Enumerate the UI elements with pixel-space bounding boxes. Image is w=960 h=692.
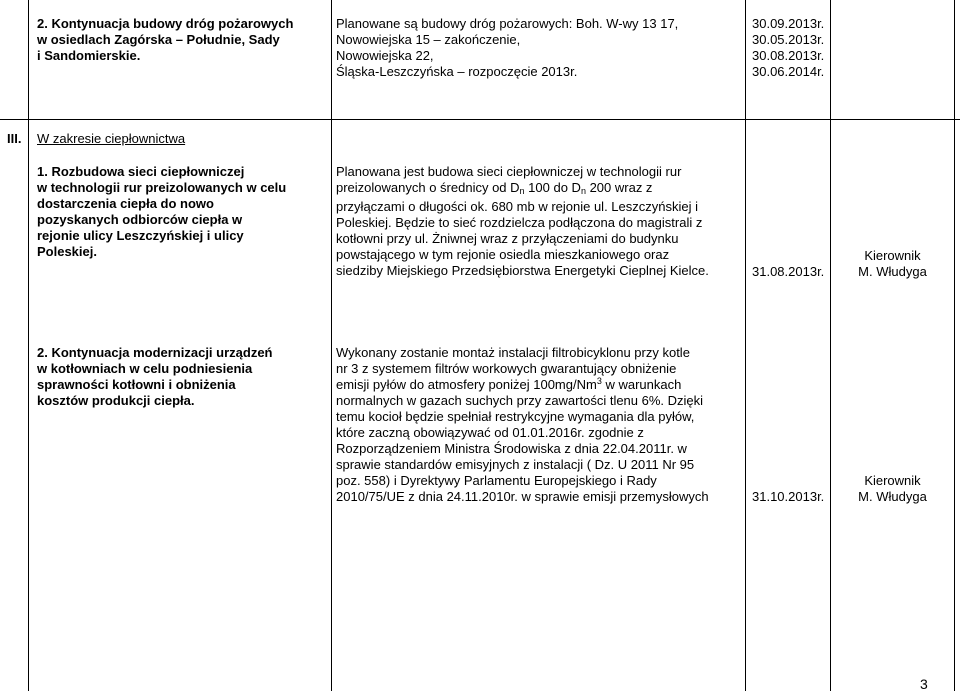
network-task-text: 1. Rozbudowa sieci ciepłowniczej w technologii rur preizolowanych w celu dostarczenia ciepła do nowo pozyskanych odbiorców ciepła w rejonie ulicy Leszczyńskiej i ulicy Poleskiej. xyxy=(37,164,287,259)
column-divider-desc xyxy=(745,0,746,691)
network-desc-rest: przyłączami o długości ok. 680 mb w rejonie ul. Leszczyńskiej i Poleskiej. Będzie to sieć rozdzielcza podłączona do magistrali z kotłowni przy ul. Żniwnej wraz z przyłączeniami do budynku powstającego w tym rejonie osiedla mieszkaniowego oraz siedziby Miejskiego Przedsiębiorstwa Energetyki Cieplnej Kielce. xyxy=(336,199,709,278)
column-divider-date xyxy=(830,0,831,691)
table-border-right xyxy=(954,0,955,691)
boiler-task-text: 2. Kontynuacja modernizacji urządzeń w kotłowniach w celu podniesienia sprawności kotłowni i obniżenia kosztów produkcji ciepła. xyxy=(37,345,273,408)
network-desc-line1: Planowana jest budowa sieci ciepłowniczej w technologii rur xyxy=(336,164,682,179)
network-desc-line2: preizolowanych o średnicy od $D_n$ 100 do $D_n$ 200 wraz z xyxy=(336,180,653,196)
boiler-description: Wykonany zostanie montaż instalacji filtrobicyklonu przy kotle nr 3 z systemem filtrów workowych gwarantujący obniżenie emisji pyłów do atmosfery poniżej 100mg/Nm$^3$ w warunkach normalnych w gazach suchych przy zawartości tlenu 6%. Dzięki temu kocioł będzie spełniał restrykcyjne wymagania dla pyłów, które zaczną obowiązywać od 01.01.2016r. zgodnie z Rozporządzeniem Ministra Środowiska z dnia 22.04.2011r. w sprawie standardów emisyjnych z instalacji ( Dz. U 2011 Nr 95 poz. 558) i Dyrektywy Parlamentu Europejskiego i Rady 2010/75/UE z dnia 24.11.2010r. w sprawie emisji przemysłowych xyxy=(336,345,709,504)
boiler-date: 31.10.2013r. xyxy=(752,489,825,504)
network-responsible: Kierownik M. Włudyga xyxy=(858,248,927,279)
network-date: 31.08.2013r. xyxy=(752,264,825,279)
section-number: III. xyxy=(7,131,22,146)
road-dates-text: 30.09.2013r. 30.05.2013r. 30.08.2013r. 30.06.2014r. xyxy=(752,16,825,79)
network-description xyxy=(336,164,744,279)
boiler-responsible: Kierownik M. Włudyga xyxy=(858,473,927,504)
road-task-text: 2. Kontynuacja budowy dróg pożarowych w osiedlach Zagórska – Południe, Sady i Sandomierskie. xyxy=(37,16,294,63)
page-number: 3 xyxy=(920,676,928,692)
section-title: W zakresie ciepłownictwa xyxy=(37,131,186,146)
row-divider-section xyxy=(0,119,960,120)
road-description-text: Planowane są budowy dróg pożarowych: Boh. W-wy 13 17, Nowowiejska 15 – zakończenie, Nowowiejska 22, Śląska-Leszczyńska – rozpoczęcie 2013r. xyxy=(336,16,679,79)
column-divider-task xyxy=(331,0,332,691)
table-border-left xyxy=(28,0,29,691)
